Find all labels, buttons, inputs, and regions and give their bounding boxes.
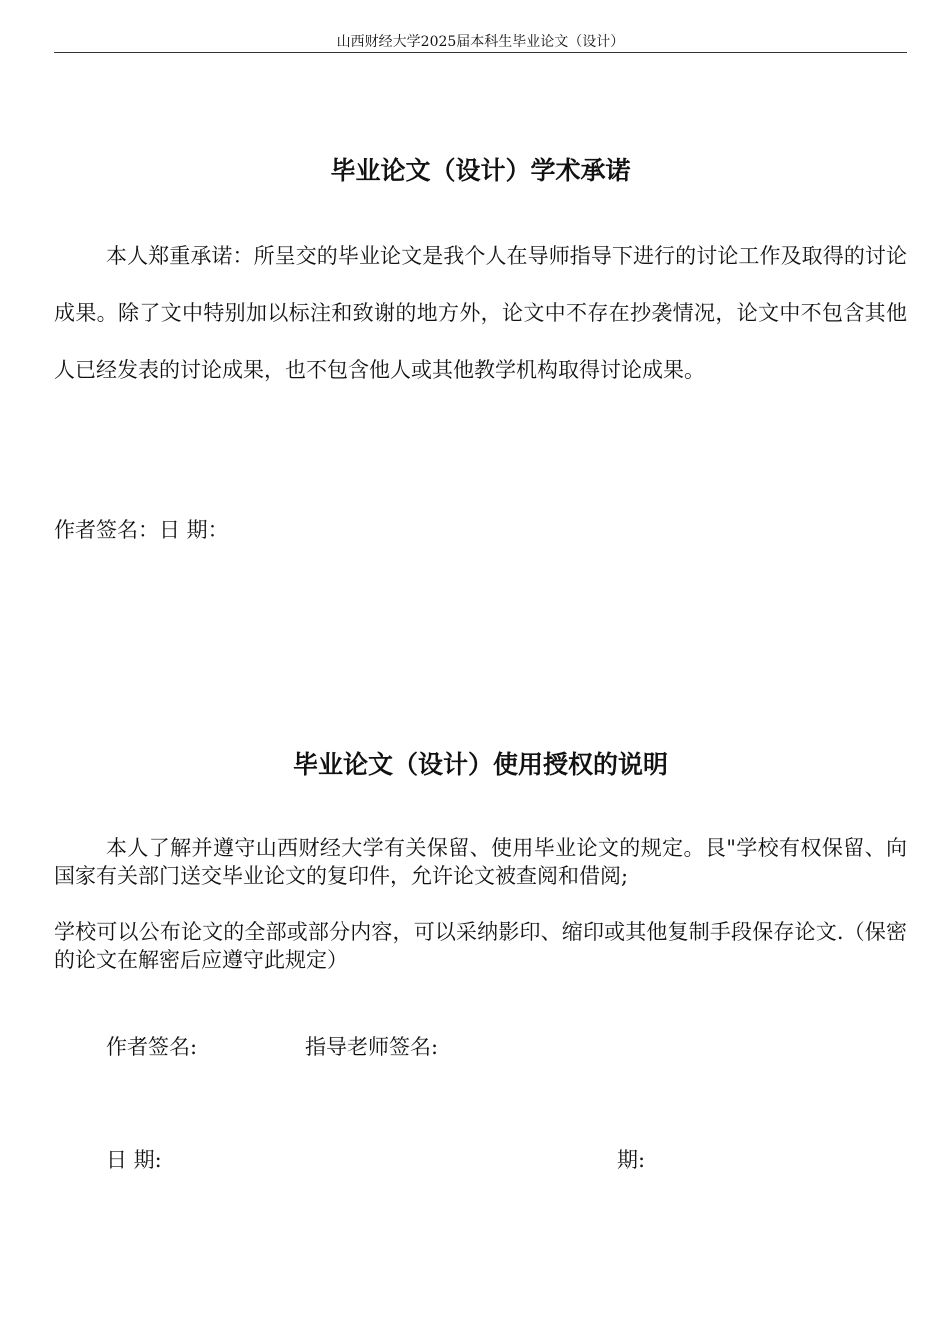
author-signature-label: 作者签名: (106, 1035, 198, 1059)
advisor-signature-label: 指导老师签名: (305, 1035, 439, 1059)
header-rule (54, 52, 907, 53)
authorization-body-1: 本人了解并遵守山西财经大学有关保留、使用毕业论文的规定。艮"学校有权保留、向国家有关部门送交毕业论文的复印件，允许论文被查阅和借阅; (54, 836, 907, 888)
running-header: 山西财经大学2025届本科生毕业论文（设计） (336, 34, 625, 50)
authorization-title: 毕业论文（设计）使用授权的说明 (292, 750, 668, 779)
authorization-body-2: 学校可以公布论文的全部或部分内容，可以采纳影印、缩印或其他复制手段保存论文.（保密的论文在解密后应遵守此规定） (54, 920, 907, 972)
commitment-signature-line: 作者签名：日 期： (54, 518, 229, 542)
date-label-left: 日 期: (106, 1148, 162, 1172)
date-label-right: 期: (617, 1148, 646, 1172)
commitment-title: 毕业论文（设计）学术承诺 (330, 156, 631, 185)
commitment-body: 本人郑重承诺：所呈交的毕业论文是我个人在导师指导下进行的讨论工作及取得的讨论成果。除了文中特别加以标注和致谢的地方外，论文中不存在抄袭情况，论文中不包含其他人已经发表的讨论成果，也不包含他人或其他教学机构取得讨论成果。 (54, 244, 907, 382)
